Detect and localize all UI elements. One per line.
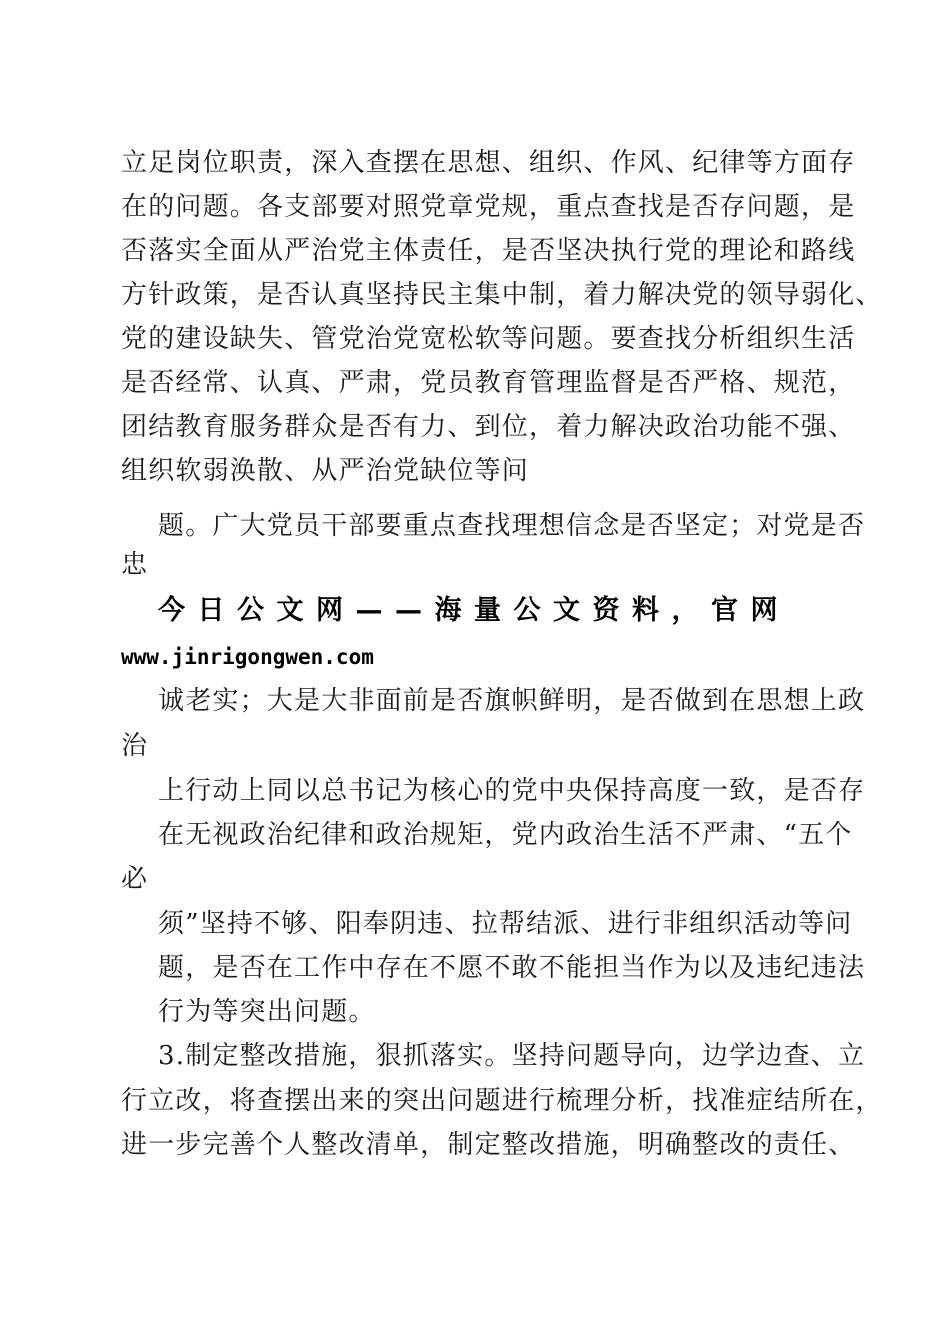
- body-line: 在无视政治纪律和政治规矩，党内政治生活不严肃、“五个: [158, 820, 853, 850]
- body-line: 组织软弱涣散、从严治党缺位等问: [121, 456, 530, 486]
- body-line: 方针政策，是否认真坚持民主集中制，着力解决党的领导弱化、: [121, 280, 883, 310]
- body-line: 治: [121, 731, 149, 761]
- body-line: 团结教育服务群众是否有力、到位，着力解决政治功能不强、: [121, 412, 856, 442]
- body-line: 立足岗位职责，深入查摆在思想、组织、作风、纪律等方面存: [121, 148, 856, 178]
- body-line: 须”坚持不够、阳奉阴违、拉帮结派、进行非组织活动等问: [158, 909, 853, 939]
- body-line: 必: [121, 864, 149, 894]
- body-line: 否落实全面从严治党主体责任，是否坚决执行党的理论和路线: [121, 236, 856, 266]
- site-banner-title: 今日公文网——海量公文资料，官网: [158, 595, 790, 626]
- body-line: 诚老实；大是大非面前是否旗帜鲜明，是否做到在思想上政: [158, 686, 866, 716]
- body-line: 忠: [121, 550, 149, 580]
- body-line: 进一步完善个人整改清单，制定整改措施，明确整改的责任、: [121, 1130, 856, 1160]
- body-line: 是否经常、认真、严肃，党员教育管理监督是否严格、规范，: [121, 368, 856, 398]
- body-line: 上行动上同以总书记为核心的党中央保持高度一致，是否存: [158, 776, 866, 806]
- site-banner-url: www.jinrigongwen.com: [121, 645, 374, 669]
- body-line: 党的建设缺失、管党治党宽松软等问题。要查找分析组织生活: [121, 324, 856, 354]
- body-line: 行立改，将查摆出来的突出问题进行梳理分析，找准症结所在，: [121, 1086, 883, 1116]
- body-line: 在的问题。各支部要对照党章党规，重点查找是否存问题，是: [121, 192, 856, 222]
- body-line: 题。广大党员干部要重点查找理想信念是否坚定；对党是否: [158, 511, 866, 541]
- body-line: 3.制定整改措施，狠抓落实。坚持问题导向，边学边查、立: [158, 1041, 866, 1071]
- body-line: 题，是否在工作中存在不愿不敢不能担当作为以及违纪违法: [158, 953, 866, 983]
- body-line: 行为等突出问题。: [158, 997, 376, 1027]
